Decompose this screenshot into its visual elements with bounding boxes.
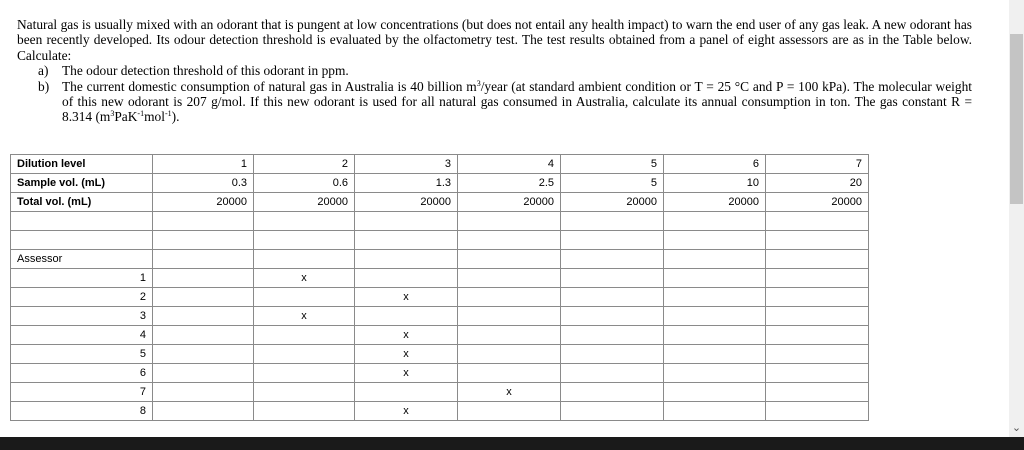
assessor-row (11, 288, 869, 307)
question-b-text-3: PaK (114, 109, 138, 125)
detection-mark (254, 326, 355, 345)
dilution-cell: 3 (355, 155, 458, 174)
detection-mark: x (254, 307, 355, 326)
sample-cell: 0.3 (153, 174, 254, 193)
empty-cell (766, 250, 869, 269)
empty-cell (11, 231, 153, 250)
detection-mark (664, 383, 766, 402)
empty-cell (254, 250, 355, 269)
assessor-row (11, 269, 869, 288)
total-cell: 20000 (664, 193, 766, 212)
assessor-id: 1 (11, 269, 153, 288)
sample-cell: 2.5 (458, 174, 561, 193)
sample-row (11, 174, 869, 193)
problem-statement (17, 17, 972, 125)
detection-mark (561, 345, 664, 364)
empty-cell (355, 231, 458, 250)
sample-cell: 0.6 (254, 174, 355, 193)
total-cell: 20000 (766, 193, 869, 212)
detection-mark (153, 307, 254, 326)
total-label: Total vol. (mL) (11, 193, 153, 212)
dilution-cell: 7 (766, 155, 869, 174)
empty-cell (355, 212, 458, 231)
empty-cell (664, 231, 766, 250)
detection-mark: x (355, 326, 458, 345)
detection-mark (766, 307, 869, 326)
question-b (17, 79, 972, 125)
assessor-row (11, 383, 869, 402)
detection-mark (153, 288, 254, 307)
detection-mark: x (254, 269, 355, 288)
detection-mark (664, 288, 766, 307)
assessor-row (11, 307, 869, 326)
detection-mark (254, 345, 355, 364)
detection-mark (766, 364, 869, 383)
total-cell: 20000 (561, 193, 664, 212)
dilution-row (11, 155, 869, 174)
question-a-label: a) (38, 63, 49, 79)
detection-mark (458, 288, 561, 307)
detection-mark (664, 307, 766, 326)
empty-cell (355, 250, 458, 269)
empty-cell (153, 250, 254, 269)
empty-cell (561, 231, 664, 250)
empty-cell (561, 250, 664, 269)
empty-cell (664, 212, 766, 231)
question-b-text-4: mol (144, 109, 165, 125)
superscript-3: -1 (137, 109, 145, 119)
detection-mark (766, 269, 869, 288)
detection-mark (153, 326, 254, 345)
sample-cell: 1.3 (355, 174, 458, 193)
empty-cell (766, 212, 869, 231)
detection-mark (153, 383, 254, 402)
detection-mark (153, 269, 254, 288)
detection-mark (254, 383, 355, 402)
detection-mark (561, 402, 664, 421)
empty-cell (458, 212, 561, 231)
detection-mark (664, 364, 766, 383)
dilution-label: Dilution level (11, 155, 153, 174)
detection-mark (355, 307, 458, 326)
superscript-1: 3 (476, 78, 481, 88)
detection-mark (254, 402, 355, 421)
detection-mark (458, 326, 561, 345)
dilution-cell: 5 (561, 155, 664, 174)
detection-mark (254, 288, 355, 307)
empty-cell (11, 212, 153, 231)
dilution-cell: 6 (664, 155, 766, 174)
superscript-2: 3 (110, 109, 115, 119)
total-cell: 20000 (153, 193, 254, 212)
assessor-id: 8 (11, 402, 153, 421)
detection-mark (766, 288, 869, 307)
assessor-row (11, 364, 869, 383)
assessor-header-row (11, 250, 869, 269)
empty-cell (254, 212, 355, 231)
empty-cell (254, 231, 355, 250)
assessor-row (11, 402, 869, 421)
detection-mark (153, 402, 254, 421)
dilution-cell: 4 (458, 155, 561, 174)
assessor-id: 4 (11, 326, 153, 345)
detection-mark (355, 383, 458, 402)
olfactometry-table (10, 154, 869, 421)
detection-mark (561, 383, 664, 402)
detection-mark: x (458, 383, 561, 402)
detection-mark (458, 364, 561, 383)
scroll-down-arrow-icon[interactable]: ⌄ (1011, 421, 1022, 434)
assessor-id: 3 (11, 307, 153, 326)
detection-mark (561, 326, 664, 345)
superscript-4: -1 (164, 109, 172, 119)
detection-mark (458, 269, 561, 288)
question-b-text (62, 79, 972, 125)
detection-mark (458, 402, 561, 421)
detection-mark (458, 345, 561, 364)
detection-mark (664, 326, 766, 345)
empty-cell (153, 212, 254, 231)
empty-cell (766, 231, 869, 250)
detection-mark (153, 345, 254, 364)
assessor-id: 6 (11, 364, 153, 383)
detection-mark (664, 345, 766, 364)
problem-intro: Natural gas is usually mixed with an odorant that is pungent at low concentrations (but does not entail any health impact) to warn the end user of any gas leak. A new odorant has been recently developed. Its odour detection threshold is evaluated by the olfactometry test. The test results obtained from a panel of eight assessors are as in the Table below. Calculate: (17, 17, 972, 63)
empty-cell (458, 250, 561, 269)
assessor-id: 5 (11, 345, 153, 364)
question-b-text-2: /year (at standard ambient condition or T = 25 °C and P = 100 kPa). The molecular weight of this new odorant is 207 g/mol. If this new odorant is used for all natural gas consumed in Australia, calculate its annual consumption in ton. The gas constant R = 8.314 (m (62, 78, 972, 125)
detection-mark: x (355, 345, 458, 364)
detection-mark (766, 326, 869, 345)
scrollbar-thumb[interactable] (1010, 34, 1023, 204)
assessor-row (11, 345, 869, 364)
detection-mark (766, 345, 869, 364)
detection-mark (766, 402, 869, 421)
detection-mark (664, 269, 766, 288)
empty-row (11, 212, 869, 231)
detection-mark (458, 307, 561, 326)
assessor-id: 2 (11, 288, 153, 307)
detection-mark (355, 269, 458, 288)
total-cell: 20000 (355, 193, 458, 212)
question-b-text-5: ). (171, 109, 180, 125)
dilution-cell: 1 (153, 155, 254, 174)
detection-mark (664, 402, 766, 421)
detection-mark (561, 288, 664, 307)
detection-mark: x (355, 288, 458, 307)
dilution-cell: 2 (254, 155, 355, 174)
empty-row (11, 231, 869, 250)
question-a (17, 63, 972, 78)
empty-cell (561, 212, 664, 231)
detection-mark: x (355, 402, 458, 421)
detection-mark: x (355, 364, 458, 383)
taskbar (0, 437, 1024, 450)
sample-cell: 20 (766, 174, 869, 193)
sample-cell: 5 (561, 174, 664, 193)
total-row (11, 193, 869, 212)
empty-cell (153, 231, 254, 250)
total-cell: 20000 (458, 193, 561, 212)
detection-mark (561, 269, 664, 288)
detection-mark (561, 307, 664, 326)
sample-label: Sample vol. (mL) (11, 174, 153, 193)
assessor-id: 7 (11, 383, 153, 402)
empty-cell (458, 231, 561, 250)
assessor-row (11, 326, 869, 345)
sample-cell: 10 (664, 174, 766, 193)
question-b-text-1: The current domestic consumption of natural gas in Australia is 40 billion m (62, 78, 477, 94)
detection-mark (153, 364, 254, 383)
question-a-text: The odour detection threshold of this odorant in ppm. (62, 63, 349, 79)
assessor-label: Assessor (11, 250, 153, 269)
detection-mark (766, 383, 869, 402)
total-cell: 20000 (254, 193, 355, 212)
detection-mark (254, 364, 355, 383)
empty-cell (664, 250, 766, 269)
detection-mark (561, 364, 664, 383)
question-b-label: b) (38, 78, 50, 94)
